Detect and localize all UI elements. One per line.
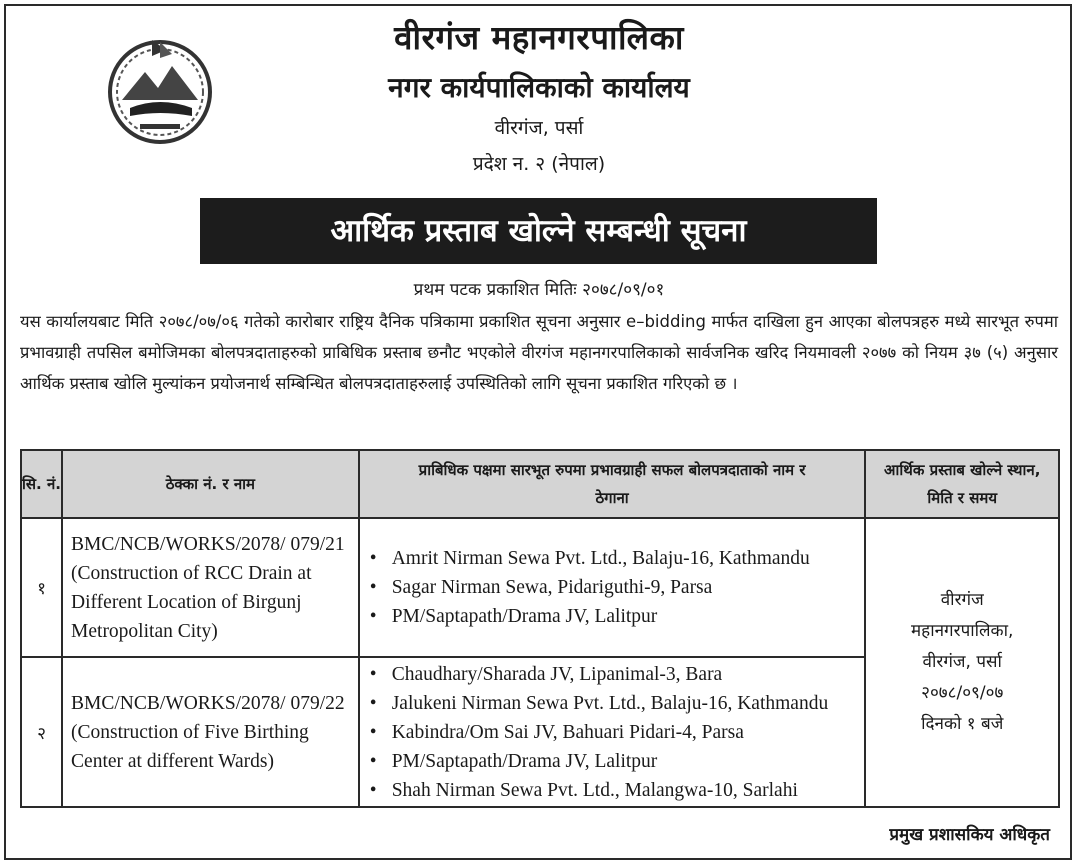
list-item: • PM/Saptapath/Drama JV, Lalitpur — [392, 602, 865, 631]
row-sn: २ — [21, 657, 62, 807]
contract-cell: BMC/NCB/WORKS/2078/ 079/21 (Construction of RCC Drain at Different Location of Birgunj Metropolitan City) — [62, 518, 359, 657]
province-line: प्रदेश न. २ (नेपाल) — [472, 153, 606, 175]
notice-title-banner: आर्थिक प्रस्ताब खोल्ने सम्बन्धी सूचना — [200, 198, 877, 264]
signature-title: प्रमुख प्रशासकिय अधिकृत — [889, 825, 1050, 845]
municipality-name: वीरगंज महानगरपालिका — [394, 18, 684, 57]
contract-cell: BMC/NCB/WORKS/2078/ 079/22 (Construction of Five Birthing Center at different Wards) — [62, 657, 359, 807]
header-contract: ठेक्का नं. र नाम — [62, 450, 359, 518]
list-item: • Chaudhary/Sharada JV, Lipanimal-3, Bara — [392, 660, 865, 689]
venue-line: महानगरपालिका, — [911, 621, 1014, 641]
header-bidders: प्राबिधिक पक्षमा सारभूत रुपमा प्रभावग्राही सफल बोलपत्रदाताको नाम र ठेगाना — [359, 450, 866, 518]
table-header-row — [21, 450, 1059, 518]
list-item: • Jalukeni Nirman Sewa Pvt. Ltd., Balaju-16, Kathmandu — [392, 689, 865, 718]
bidders-cell — [359, 518, 866, 657]
venue-cell — [865, 518, 1059, 807]
venue-line: वीरगंज, पर्सा — [922, 652, 1002, 672]
office-name: नगर कार्यपालिकाको कार्यालय — [388, 71, 690, 104]
publication-date: प्रथम पटक प्रकाशित मितिः २०७८/०९/०१ — [413, 280, 665, 300]
bid-table — [20, 449, 1060, 808]
bidders-cell — [359, 657, 866, 807]
venue-line: वीरगंज — [940, 590, 984, 610]
office-location: वीरगंज, पर्सा — [494, 117, 584, 139]
row-sn: १ — [21, 518, 62, 657]
list-item: • PM/Saptapath/Drama JV, Lalitpur — [392, 747, 865, 776]
header-sn: सि. नं. — [21, 450, 62, 518]
list-item: • Kabindra/Om Sai JV, Bahuari Pidari-4, Parsa — [392, 718, 865, 747]
bidder-list — [360, 544, 865, 631]
notice-body-text: यस कार्यालयबाट मिति २०७८/०७/०६ गतेको कारोबार राष्ट्रिय दैनिक पत्रिकामा प्रकाशित सूचना अनुसार e–bidding मार्फत दाखिला हुन आएका बोलपत्रहरु मध्ये सारभूत रुपमा प्रभावग्राही तपसिल बमोजिमका बोलपत्रदाताहरुको प्राबिधिक प्रस्ताब छनौट भएकोले वीरगंज महानगरपालिकाको सार्वजनिक खरिद नियमावली २०७७ को नियम ३७ (५) अनुसार आर्थिक प्रस्ताब खोलि मुल्यांकन प्रयोजनार्थ सम्बिन्धित बोलपत्रदाताहरुलाई उपस्थितिको लागि सूचना प्रकाशित गरिएको छ । — [20, 312, 1058, 393]
list-item: • Sagar Nirman Sewa, Pidariguthi-9, Parsa — [392, 573, 865, 602]
list-item: • Amrit Nirman Sewa Pvt. Ltd., Balaju-16, Kathmandu — [392, 544, 865, 573]
bidder-list — [360, 660, 865, 805]
table-row — [21, 518, 1059, 657]
venue-line: दिनको १ बजे — [921, 714, 1004, 734]
header-venue: आर्थिक प्रस्ताब खोल्ने स्थान, मिति र समय — [865, 450, 1059, 518]
list-item: • Shah Nirman Sewa Pvt. Ltd., Malangwa-10, Sarlahi — [392, 776, 865, 805]
venue-line: २०७८/०९/०७ — [921, 683, 1004, 703]
